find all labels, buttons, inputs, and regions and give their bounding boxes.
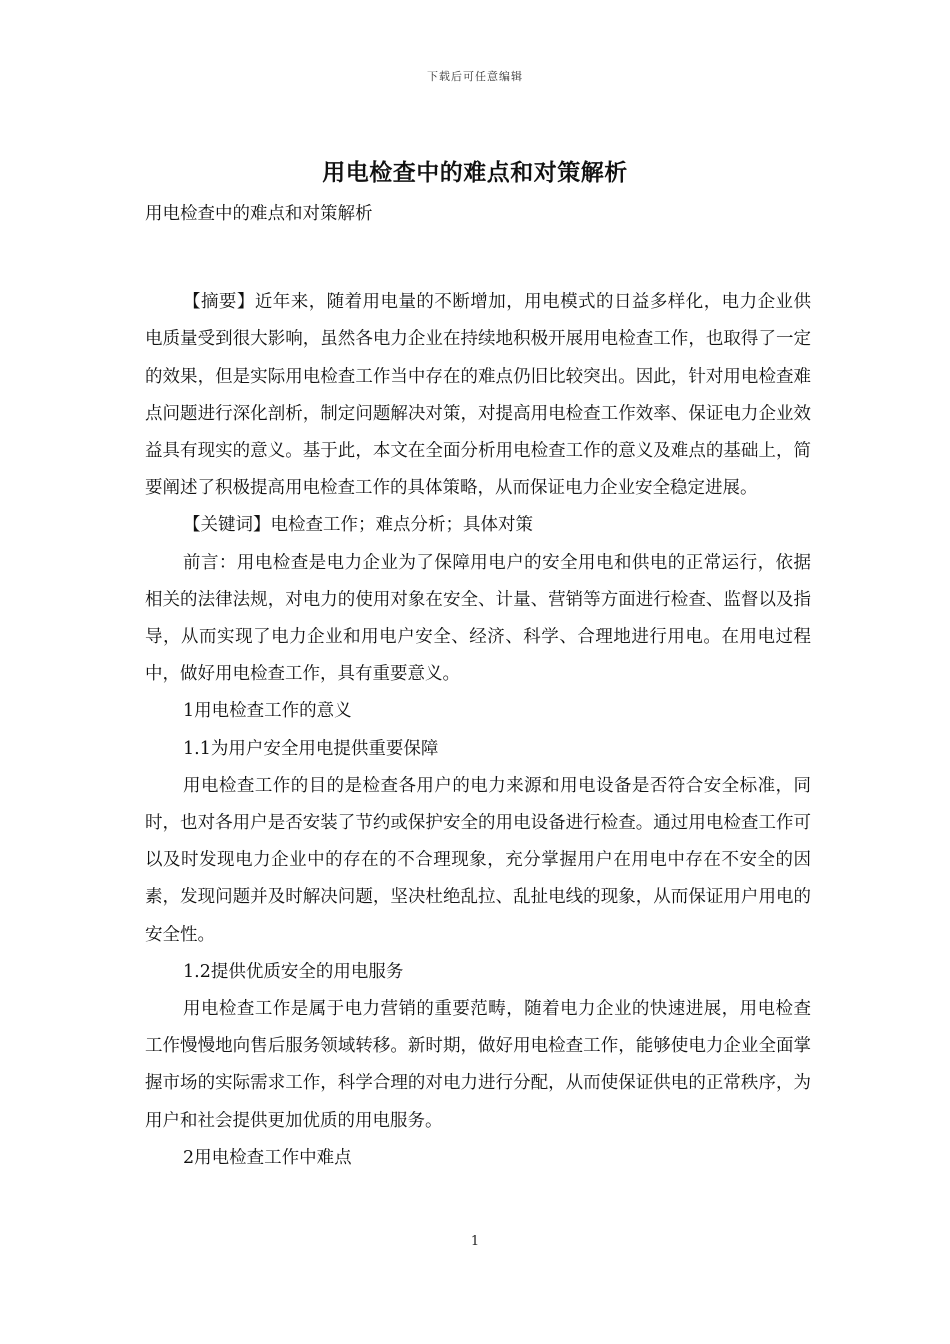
preface-paragraph: 前言：用电检查是电力企业为了保障用电户的安全用电和供电的正常运行，依据相关的法律法规，对电力的使用对象在安全、计量、营销等方面进行检查、监督以及指导，从而实现了电力企业和用电户安全、经济、科学、合理地进行用电。在用电过程中，做好用电检查工作，具有重要意义。 [145,552,811,685]
section-2-heading: 2用电检查工作中难点 [183,1147,352,1168]
abstract-paragraph: 【摘要】近年来，随着用电量的不断增加，用电模式的日益多样化，电力企业供电质量受到很大影响，虽然各电力企业在持续地积极开展用电检查工作，也取得了一定的效果，但是实际用电检查工作当中存在的难点仍旧比较突出。因此，针对用电检查难点问题进行深化剖析，制定问题解决对策，对提高用电检查工作效率、保证电力企业效益具有现实的意义。基于此，本文在全面分析用电检查工作的意义及难点的基础上，简要阐述了积极提高用电检查工作的具体策略，从而保证电力企业安全稳定进展。 [145,292,811,499]
page-header-note: 下载后可任意编辑 [427,70,523,83]
section-1-2-paragraph: 用电检查工作是属于电力营销的重要范畴，随着电力企业的快速进展，用电检查工作慢慢地向售后服务领域转移。新时期，做好用电检查工作，能够使电力企业全面掌握市场的实际需求工作，科学合理的对电力进行分配，从而使保证供电的正常秩序，为用户和社会提供更加优质的用电服务。 [145,999,811,1131]
document-body [145,196,811,1177]
document-title: 用电检查中的难点和对策解析 [322,159,628,186]
keywords-paragraph: 【关键词】电检查工作；难点分析；具体对策 [183,515,533,536]
document-subtitle: 用电检查中的难点和对策解析 [145,204,373,224]
section-1-2-heading: 1.2提供优质安全的用电服务 [183,961,404,982]
blank-spacer [145,233,811,284]
section-1-heading: 1用电检查工作的意义 [183,701,352,722]
section-1-1-heading: 1.1为用户安全用电提供重要保障 [183,738,439,759]
page-number: 1 [470,1234,480,1249]
section-1-1-paragraph: 用电检查工作的目的是检查各用户的电力来源和用电设备是否符合安全标准，同时，也对各用户是否安装了节约或保护安全的用电设备进行检查。通过用电检查工作可以及时发现电力企业中的存在的不合理现象，充分掌握用户在用电中存在不安全的因素，发现问题并及时解决问题，坚决杜绝乱拉、乱扯电线的现象，从而保证用户用电的安全性。 [145,775,811,945]
